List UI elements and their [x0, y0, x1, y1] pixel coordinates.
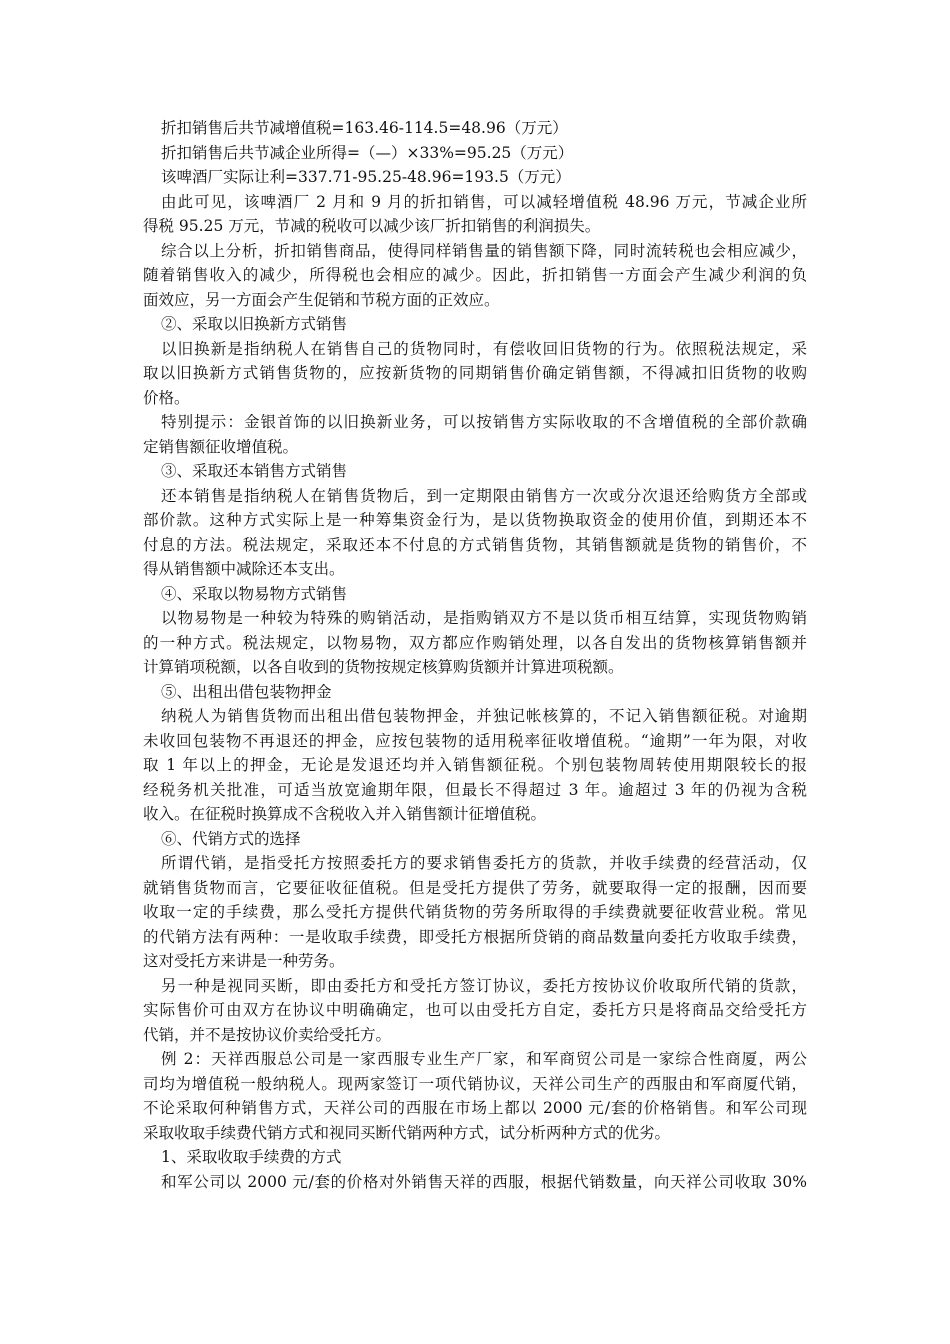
section-heading: ⑤、出租出借包装物押金 — [161, 682, 332, 701]
text-line: 和军公司以 2000 元/套的价格对外销售天祥的西服，根据代销数量，向天祥公司收取 30% — [161, 1172, 807, 1191]
text-line: 收入。在征税时换算成不含税收入并入销售额计征增值税。 — [143, 805, 547, 823]
text-line: 的代销方法有两种：一是收取手续费，即受托方根据所贷销的商品数量向委托方收取手续费， — [143, 927, 807, 946]
text-line: 特别提示：金银首饰的以旧换新业务，可以按销售方实际收取的不含增值税的全部价款确 — [161, 413, 807, 431]
text-line: 该啤酒厂实际让利=337.71-95.25-48.96=193.5（万元） — [161, 168, 571, 186]
text-line: 付息的方法。税法规定，采取还本不付息的方式销售货物，其销售额就是货物的销售价，不 — [143, 535, 807, 554]
text-line: 得从销售额中减除还本支出。 — [143, 560, 345, 578]
text-line: 纳税人为销售货物而出租出借包装物押金，并独记帐核算的，不记入销售额征税。对逾期 — [161, 707, 807, 725]
text-line: 取以旧换新方式销售货物的，应按新货物的同期销售价确定销售额，不得减扣旧货物的收购 — [143, 364, 807, 382]
document-body — [143, 116, 807, 1194]
text-line: 取 1 年以上的押金，无论是发退还均并入销售额征税。个别包装物周转使用期限较长的报 — [143, 756, 807, 774]
text-line: 例 2：天祥西服总公司是一家西服专业生产厂家，和军商贸公司是一家综合性商厦，两公 — [161, 1050, 807, 1068]
text-line: 部价款。这种方式实际上是一种筹集资金行为，是以货物换取资金的使用价值，到期还本不 — [143, 511, 807, 529]
text-line: 实际售价可由双方在协议中明确确定，也可以由受托方自定，委托方只是将商品交给受托方 — [143, 1001, 807, 1019]
text-line: 的一种方式。税法规定，以物易物，双方都应作购销处理，以各自发出的货物核算销售额并 — [143, 633, 807, 652]
text-line: 所谓代销，是指受托方按照委托方的要求销售委托方的货款，并收手续费的经营活动，仅 — [161, 854, 807, 872]
text-line: 随着销售收入的减少，所得税也会相应的减少。因此，折扣销售一方面会产生减少利润的负 — [143, 266, 807, 284]
section-heading: ③、采取还本销售方式销售 — [161, 462, 348, 480]
text-line: 以物易物是一种较为特殊的购销活动，是指购销双方不是以货币相互结算，实现货物购销 — [161, 609, 807, 627]
text-line: 得税 95.25 万元，节减的税收可以减少该厂折扣销售的利润损失。 — [143, 217, 601, 235]
text-line: 不论采取何种销售方式，天祥公司的西服在市场上都以 2000 元/套的价格销售。和军公司现 — [143, 1099, 807, 1117]
section-heading: 1、采取收取手续费的方式 — [161, 1148, 342, 1166]
text-line: 经税务机关批准，可适当放宽逾期年限，但最长不得超过 3 年。逾超过 3 年的仍视为含税 — [143, 780, 807, 799]
section-heading: ④、采取以物易物方式销售 — [161, 584, 348, 603]
section-heading: ⑥、代销方式的选择 — [161, 829, 301, 848]
text-line: 就销售货物而言，它要征收征值税。但是受托方提供了劳务，就要取得一定的报酬，因而要 — [143, 878, 807, 897]
text-line: 计算销项税额，以各自收到的货物按规定核算购货额并计算进项税额。 — [143, 658, 624, 676]
text-line: 另一种是视同买断，即由委托方和受托方签订协议，委托方按协议价收取所代销的货款， — [161, 976, 807, 995]
text-line: 折扣销售后共节减增值税=163.46-114.5=48.96（万元） — [161, 119, 568, 137]
text-line: 定销售额征收增值税。 — [143, 437, 299, 456]
text-line: 司均为增值税一般纳税人。现两家签订一项代销协议，天祥公司生产的西服由和军商厦代销， — [143, 1074, 807, 1093]
text-line: 折扣销售后共节减企业所得=（—）×33%=95.25（万元） — [161, 143, 574, 162]
text-line: 代销，并不是按协议价卖给受托方。 — [143, 1025, 392, 1044]
text-line: 采取收取手续费代销方式和视同买断代销两种方式，试分析两种方式的优劣。 — [143, 1123, 671, 1142]
text-line: 由此可见，该啤酒厂 2 月和 9 月的折扣销售，可以减轻增值税 48.96 万元，节减企业所 — [161, 192, 807, 211]
text-line: 未收回包装物不再退还的押金，应按包装物的适用税率征收增值税。“逾期”一年为限，对收 — [143, 731, 807, 750]
text-line: 综合以上分析，折扣销售商品，使得同样销售量的销售额下降，同时流转税也会相应减少， — [161, 241, 807, 260]
text-line: 价格。 — [143, 388, 190, 407]
text-line: 这对受托方来讲是一种劳务。 — [143, 952, 345, 970]
text-line: 还本销售是指纳税人在销售货物后，到一定期限由销售方一次或分次退还给购货方全部或 — [161, 486, 807, 505]
text-line: 面效应，另一方面会产生促销和节税方面的正效应。 — [143, 290, 500, 309]
text-line: 收取一定的手续费，那么受托方提供代销货物的劳务所取得的手续费就要征收营业税。常见 — [143, 903, 807, 921]
text-line: 以旧换新是指纳税人在销售自己的货物同时，有偿收回旧货物的行为。依照税法规定，采 — [161, 339, 807, 358]
section-heading: ②、采取以旧换新方式销售 — [161, 315, 348, 333]
